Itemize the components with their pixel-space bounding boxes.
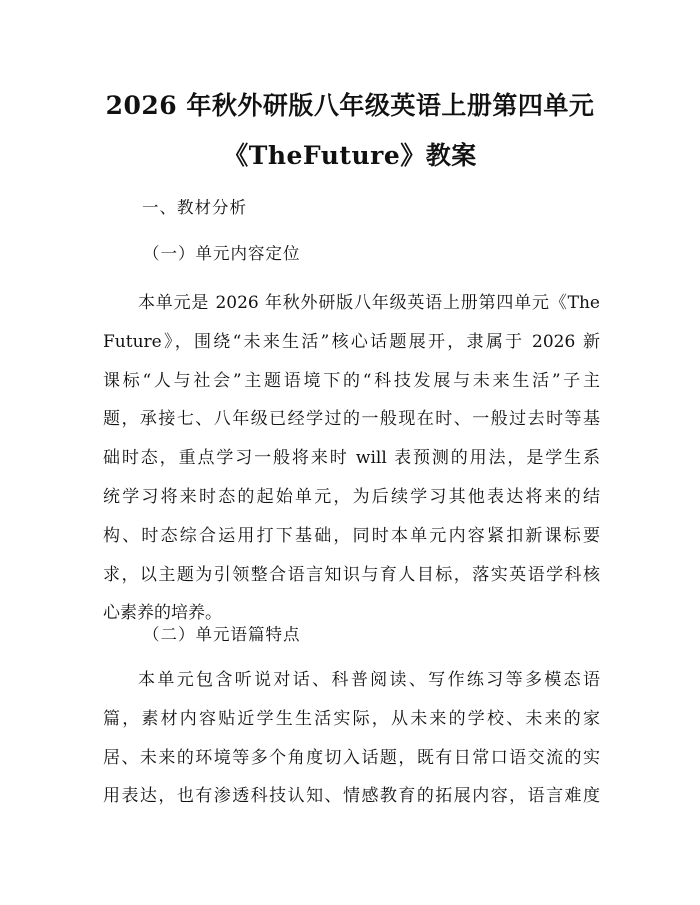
paragraph-line: Future》，围绕“未来生活”核心话题展开，隶属于 2026 新	[103, 331, 600, 352]
paragraph-line: 本单元包含听说对话、科普阅读、写作练习等多模态语	[138, 670, 600, 690]
paragraph-line: 课标“人与社会”主题语境下的“科技发展与未来生活”子主	[103, 370, 600, 391]
paragraph-line: 心素养的培养。	[103, 603, 222, 624]
subsection-heading-text-features: （二）单元语篇特点	[143, 625, 301, 644]
document-title-line-1: 2026 年秋外研版八年级英语上册第四单元	[105, 91, 595, 120]
subsection-heading-unit-positioning: （一）单元内容定位	[143, 244, 301, 263]
paragraph-line: 居、未来的环境等多个角度切入话题，既有日常口语交流的实	[103, 747, 600, 768]
paragraph-line: 求，以主题为引领整合语言知识与育人目标，落实英语学科核	[103, 564, 600, 585]
paragraph-text-features	[103, 661, 600, 816]
paragraph-line: 本单元是 2026 年秋外研版八年级英语上册第四单元《The	[138, 293, 600, 313]
paragraph-line: 用表达，也有渗透科技认知、情感教育的拓展内容，语言难度	[103, 786, 600, 807]
paragraph-line: 统学习将来时态的起始单元，为后续学习其他表达将来的结	[103, 486, 600, 507]
paragraph-line: 篇，素材内容贴近学生生活实际，从未来的学校、未来的家	[103, 708, 600, 729]
document-title-line-2: 《TheFuture》教案	[223, 141, 477, 170]
paragraph-line: 题，承接七、八年级已经学过的一般现在时、一般过去时等基	[103, 409, 600, 430]
paragraph-line: 构、时态综合运用打下基础，同时本单元内容紧扣新课标要	[103, 525, 600, 546]
paragraph-line: 础时态，重点学习一般将来时 will 表预测的用法，是学生系	[103, 448, 600, 469]
section-heading-teaching-material-analysis: 一、教材分析	[142, 198, 247, 217]
paragraph-unit-positioning	[103, 284, 600, 633]
